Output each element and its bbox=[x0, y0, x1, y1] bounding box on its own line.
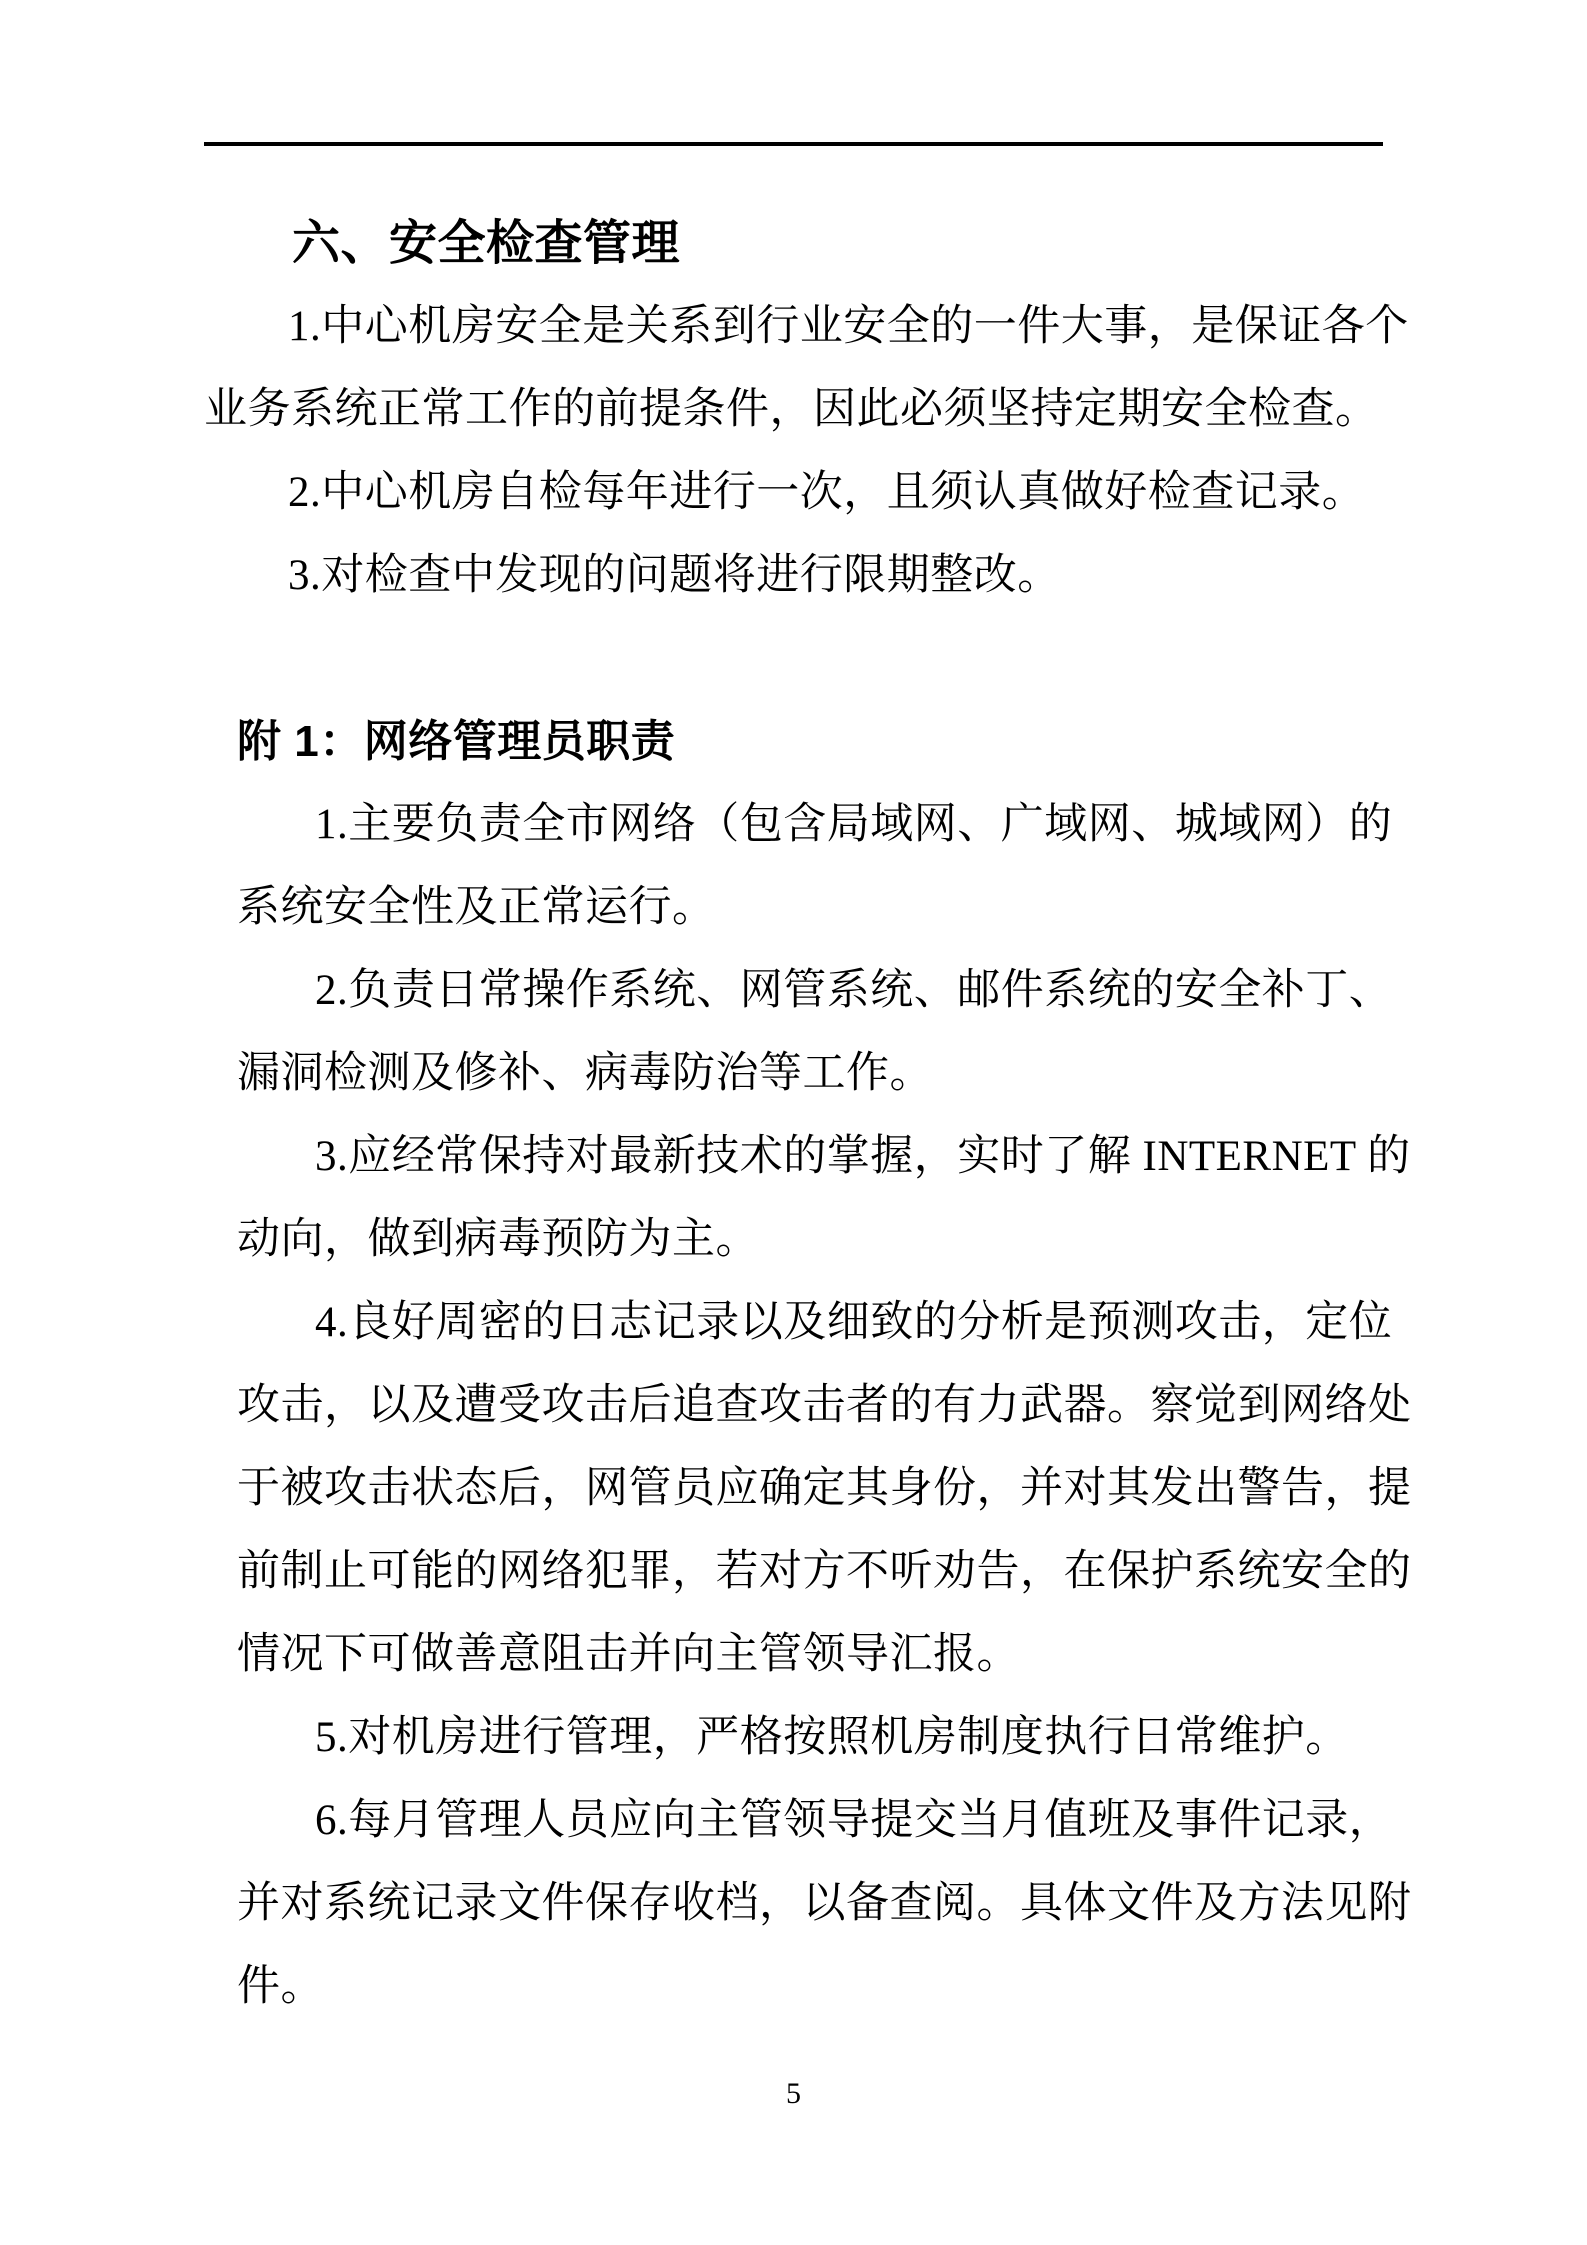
body-line: 6.每月管理人员应向主管领导提交当月值班及事件记录， bbox=[315, 1797, 1393, 1844]
document-body bbox=[204, 202, 1412, 2028]
body-line: 攻击，以及遭受攻击后追查攻击者的有力武器。察觉到网络处 bbox=[237, 1382, 1412, 1429]
body-line: 动向，做到病毒预防为主。 bbox=[237, 1216, 759, 1263]
body-line: 于被攻击状态后，网管员应确定其身份，并对其发出警告，提 bbox=[237, 1465, 1412, 1512]
body-line: 2.负责日常操作系统、网管系统、邮件系统的安全补丁、 bbox=[315, 967, 1393, 1014]
header-rule bbox=[204, 142, 1383, 146]
section-heading: 六、安全检查管理 bbox=[292, 217, 681, 270]
body-line: 系统安全性及正常运行。 bbox=[237, 884, 716, 931]
body-line: 3.对检查中发现的问题将进行限期整改。 bbox=[288, 552, 1061, 599]
body-line: 漏洞检测及修补、病毒防治等工作。 bbox=[237, 1050, 933, 1097]
blank-line bbox=[204, 617, 1384, 700]
body-line: 件。 bbox=[237, 1963, 324, 2010]
body-line: 前制止可能的网络犯罪，若对方不听劝告，在保护系统安全的 bbox=[237, 1548, 1412, 1595]
page-number: 5 bbox=[786, 2077, 801, 2110]
attachment-heading: 附 1：网络管理员职责 bbox=[237, 717, 676, 766]
body-line: 4.良好周密的日志记录以及细致的分析是预测攻击，定位 bbox=[315, 1299, 1393, 1346]
body-line: 1.主要负责全市网络（包含局域网、广域网、城域网）的 bbox=[315, 801, 1393, 848]
body-line: 3.应经常保持对最新技术的掌握，实时了解 INTERNET 的 bbox=[315, 1133, 1411, 1180]
body-line: 5.对机房进行管理，严格按照机房制度执行日常维护。 bbox=[315, 1714, 1349, 1761]
body-line: 1.中心机房安全是关系到行业安全的一件大事，是保证各个 bbox=[288, 303, 1409, 350]
body-line: 业务系统正常工作的前提条件，因此必须坚持定期安全检查。 bbox=[204, 386, 1379, 433]
body-line: 情况下可做善意阻击并向主管领导汇报。 bbox=[237, 1631, 1020, 1678]
body-line: 并对系统记录文件保存收档，以备查阅。具体文件及方法见附 bbox=[237, 1880, 1412, 1927]
body-line: 2.中心机房自检每年进行一次，且须认真做好检查记录。 bbox=[288, 469, 1366, 516]
